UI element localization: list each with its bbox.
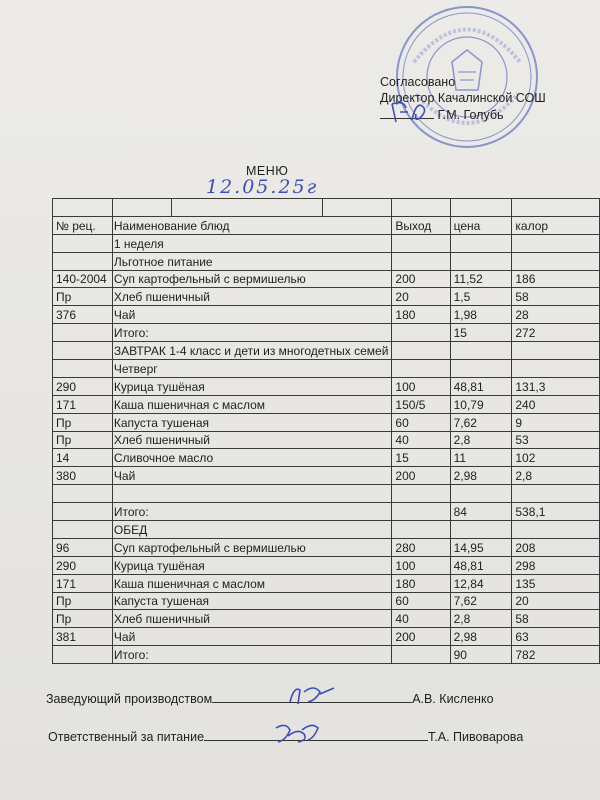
calories-cell: 20 bbox=[512, 592, 600, 610]
output-cell bbox=[392, 521, 450, 539]
price-cell: 7,62 bbox=[450, 413, 512, 431]
table-cell bbox=[53, 199, 113, 217]
price-cell: 1,98 bbox=[450, 306, 512, 324]
output-cell bbox=[392, 234, 450, 252]
price-cell bbox=[450, 252, 512, 270]
calories-cell: 28 bbox=[512, 306, 600, 324]
recipe-no-cell bbox=[53, 646, 113, 664]
manager-label: Заведующий производством bbox=[46, 692, 213, 706]
calories-cell: 208 bbox=[512, 538, 600, 556]
dish-name-cell: Хлеб пшеничный bbox=[112, 431, 392, 449]
output-cell: 60 bbox=[392, 592, 450, 610]
table-row bbox=[53, 288, 600, 306]
price-cell bbox=[450, 485, 512, 503]
table-row bbox=[53, 270, 600, 288]
price-cell: 48,81 bbox=[450, 556, 512, 574]
table-row bbox=[53, 538, 600, 556]
calories-cell bbox=[512, 342, 600, 360]
output-cell: 150/5 bbox=[392, 395, 450, 413]
header-output: Выход bbox=[392, 216, 450, 234]
table-spacer-row bbox=[53, 199, 600, 217]
output-cell bbox=[392, 503, 450, 521]
calories-cell: 131,3 bbox=[512, 377, 600, 395]
price-cell bbox=[450, 234, 512, 252]
output-cell: 280 bbox=[392, 538, 450, 556]
calories-cell: 58 bbox=[512, 288, 600, 306]
table-row bbox=[53, 467, 600, 485]
table-cell bbox=[112, 199, 172, 217]
table-row bbox=[53, 324, 600, 342]
calories-cell bbox=[512, 252, 600, 270]
table-cell bbox=[450, 199, 512, 217]
dish-name-cell: Хлеб пшеничный bbox=[112, 610, 392, 628]
header-recipe-no: № рец. bbox=[53, 216, 113, 234]
table-row bbox=[53, 503, 600, 521]
price-cell: 2,98 bbox=[450, 467, 512, 485]
table-header-row bbox=[53, 216, 600, 234]
price-cell: 10,79 bbox=[450, 395, 512, 413]
recipe-no-cell: 171 bbox=[53, 395, 113, 413]
calories-cell bbox=[512, 234, 600, 252]
table-row bbox=[53, 485, 600, 503]
recipe-no-cell: 14 bbox=[53, 449, 113, 467]
calories-cell: 240 bbox=[512, 395, 600, 413]
dish-name-cell: Чай bbox=[112, 306, 392, 324]
calories-cell: 135 bbox=[512, 574, 600, 592]
calories-cell: 538,1 bbox=[512, 503, 600, 521]
dish-name-cell: Суп картофельный с вермишелью bbox=[112, 538, 392, 556]
table-row bbox=[53, 592, 600, 610]
output-cell bbox=[392, 646, 450, 664]
table-row bbox=[53, 646, 600, 664]
approval-name: Г.М. Голубь bbox=[437, 108, 504, 122]
dish-name-cell: Каша пшеничная с маслом bbox=[112, 574, 392, 592]
calories-cell: 53 bbox=[512, 431, 600, 449]
price-cell: 2,98 bbox=[450, 628, 512, 646]
dish-name-cell: Чай bbox=[112, 467, 392, 485]
table-cell bbox=[323, 199, 392, 217]
recipe-no-cell: 290 bbox=[53, 556, 113, 574]
output-cell: 180 bbox=[392, 574, 450, 592]
approval-title: Согласовано bbox=[380, 75, 456, 89]
table-row bbox=[53, 342, 600, 360]
output-cell: 200 bbox=[392, 270, 450, 288]
table-row bbox=[53, 413, 600, 431]
table-cell bbox=[512, 199, 600, 217]
output-cell: 60 bbox=[392, 413, 450, 431]
price-cell: 7,62 bbox=[450, 592, 512, 610]
output-cell: 15 bbox=[392, 449, 450, 467]
table-cell bbox=[392, 199, 450, 217]
table-cell bbox=[172, 199, 323, 217]
output-cell: 40 bbox=[392, 610, 450, 628]
menu-table bbox=[52, 198, 600, 664]
menu-date-handwritten: 12.05.25г bbox=[206, 176, 319, 198]
recipe-no-cell: Пр bbox=[53, 288, 113, 306]
calories-cell: 186 bbox=[512, 270, 600, 288]
table-row bbox=[53, 628, 600, 646]
manager-name: А.В. Кисленко bbox=[412, 692, 494, 706]
header-dish-name: Наименование блюд bbox=[112, 216, 392, 234]
dish-name-cell: Хлеб пшеничный bbox=[112, 288, 392, 306]
recipe-no-cell: 290 bbox=[53, 377, 113, 395]
output-cell: 40 bbox=[392, 431, 450, 449]
dish-name-cell: Каша пшеничная с маслом bbox=[112, 395, 392, 413]
table-row bbox=[53, 521, 600, 539]
calories-cell: 298 bbox=[512, 556, 600, 574]
recipe-no-cell bbox=[53, 485, 113, 503]
responsible-label: Ответственный за питание bbox=[48, 730, 205, 744]
calories-cell bbox=[512, 360, 600, 378]
price-cell: 1,5 bbox=[450, 288, 512, 306]
recipe-no-cell: 381 bbox=[53, 628, 113, 646]
output-cell: 20 bbox=[392, 288, 450, 306]
recipe-no-cell: Пр bbox=[53, 413, 113, 431]
output-cell: 100 bbox=[392, 556, 450, 574]
recipe-no-cell bbox=[53, 360, 113, 378]
recipe-no-cell: Пр bbox=[53, 592, 113, 610]
recipe-no-cell bbox=[53, 342, 113, 360]
dish-name-cell: Курица тушёная bbox=[112, 377, 392, 395]
table-row bbox=[53, 377, 600, 395]
table-row bbox=[53, 360, 600, 378]
dish-name-cell: Курица тушёная bbox=[112, 556, 392, 574]
recipe-no-cell: 376 bbox=[53, 306, 113, 324]
table-row bbox=[53, 610, 600, 628]
recipe-no-cell bbox=[53, 521, 113, 539]
recipe-no-cell bbox=[53, 503, 113, 521]
recipe-no-cell: Пр bbox=[53, 610, 113, 628]
price-cell: 14,95 bbox=[450, 538, 512, 556]
price-cell: 2,8 bbox=[450, 610, 512, 628]
dish-name-cell: Итого: bbox=[112, 646, 392, 664]
dish-name-cell: 1 неделя bbox=[112, 234, 392, 252]
director-signature bbox=[386, 96, 436, 128]
recipe-no-cell bbox=[53, 324, 113, 342]
menu-table-body bbox=[53, 199, 600, 664]
output-cell: 100 bbox=[392, 377, 450, 395]
recipe-no-cell: Пр bbox=[53, 431, 113, 449]
dish-name-cell: Итого: bbox=[112, 503, 392, 521]
dish-name-cell: Сливочное масло bbox=[112, 449, 392, 467]
dish-name-cell bbox=[112, 485, 392, 503]
menu-title: МЕНЮ bbox=[246, 164, 289, 178]
recipe-no-cell: 171 bbox=[53, 574, 113, 592]
manager-signature bbox=[280, 680, 340, 708]
output-cell bbox=[392, 360, 450, 378]
calories-cell: 102 bbox=[512, 449, 600, 467]
table-row bbox=[53, 252, 600, 270]
table-row bbox=[53, 431, 600, 449]
recipe-no-cell bbox=[53, 252, 113, 270]
output-cell bbox=[392, 485, 450, 503]
recipe-no-cell bbox=[53, 234, 113, 252]
recipe-no-cell: 380 bbox=[53, 467, 113, 485]
calories-cell bbox=[512, 485, 600, 503]
table-row bbox=[53, 234, 600, 252]
recipe-no-cell: 96 bbox=[53, 538, 113, 556]
dish-name-cell: ЗАВТРАК 1-4 класс и дети из многодетных семей bbox=[112, 342, 392, 360]
price-cell: 11 bbox=[450, 449, 512, 467]
dish-name-cell: Льготное питание bbox=[112, 252, 392, 270]
output-cell: 200 bbox=[392, 628, 450, 646]
header-price: цена bbox=[450, 216, 512, 234]
price-cell bbox=[450, 342, 512, 360]
calories-cell: 272 bbox=[512, 324, 600, 342]
table-row bbox=[53, 574, 600, 592]
price-cell bbox=[450, 521, 512, 539]
calories-cell: 2,8 bbox=[512, 467, 600, 485]
dish-name-cell: ОБЕД bbox=[112, 521, 392, 539]
dish-name-cell: Четверг bbox=[112, 360, 392, 378]
calories-cell: 782 bbox=[512, 646, 600, 664]
recipe-no-cell: 140-2004 bbox=[53, 270, 113, 288]
output-cell bbox=[392, 324, 450, 342]
responsible-signature bbox=[268, 718, 328, 746]
price-cell: 84 bbox=[450, 503, 512, 521]
price-cell: 12,84 bbox=[450, 574, 512, 592]
price-cell: 15 bbox=[450, 324, 512, 342]
output-cell bbox=[392, 252, 450, 270]
table-row bbox=[53, 556, 600, 574]
header-calories: калор bbox=[512, 216, 600, 234]
output-cell: 200 bbox=[392, 467, 450, 485]
dish-name-cell: Чай bbox=[112, 628, 392, 646]
output-cell bbox=[392, 342, 450, 360]
dish-name-cell: Капуста тушеная bbox=[112, 592, 392, 610]
table-row bbox=[53, 449, 600, 467]
price-cell: 48,81 bbox=[450, 377, 512, 395]
price-cell: 11,52 bbox=[450, 270, 512, 288]
output-cell: 180 bbox=[392, 306, 450, 324]
dish-name-cell: Капуста тушеная bbox=[112, 413, 392, 431]
price-cell bbox=[450, 360, 512, 378]
price-cell: 90 bbox=[450, 646, 512, 664]
dish-name-cell: Суп картофельный с вермишелью bbox=[112, 270, 392, 288]
table-row bbox=[53, 306, 600, 324]
calories-cell: 63 bbox=[512, 628, 600, 646]
calories-cell bbox=[512, 521, 600, 539]
dish-name-cell: Итого: bbox=[112, 324, 392, 342]
calories-cell: 9 bbox=[512, 413, 600, 431]
table-row bbox=[53, 395, 600, 413]
price-cell: 2,8 bbox=[450, 431, 512, 449]
responsible-name: Т.А. Пивоварова bbox=[428, 730, 524, 744]
calories-cell: 58 bbox=[512, 610, 600, 628]
approval-director: Директор Качалинской СОШ bbox=[380, 91, 546, 105]
manager-signoff bbox=[46, 690, 494, 706]
